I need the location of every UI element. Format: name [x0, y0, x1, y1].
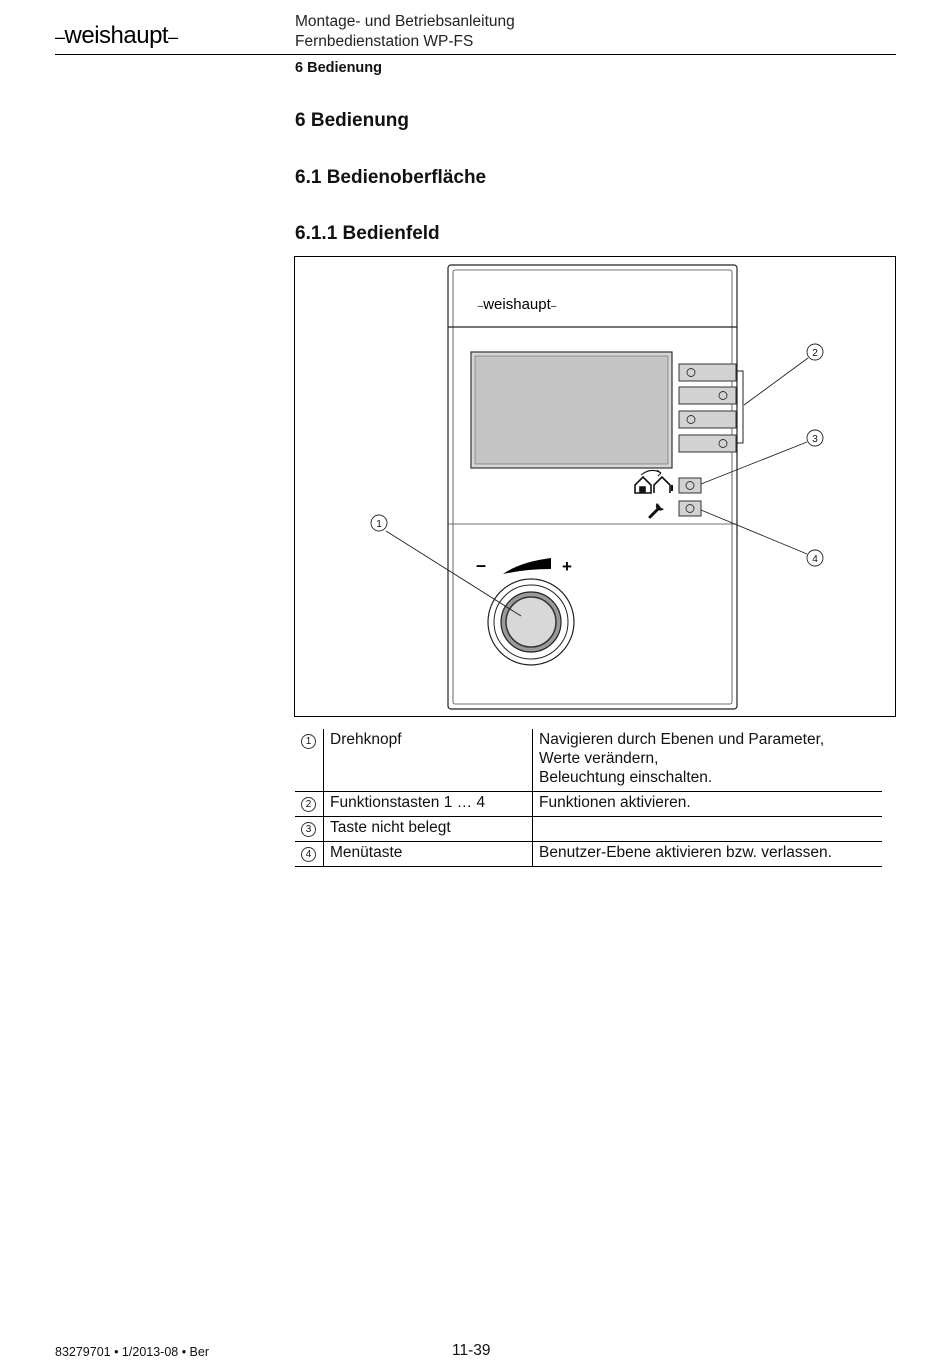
- minus-label: –: [475, 555, 487, 575]
- brand-logo: –weishaupt–: [55, 22, 178, 49]
- callout-1-label: 1: [376, 519, 382, 530]
- house-switch-icon: [635, 470, 673, 493]
- callout-2-leader: [744, 358, 808, 405]
- device-logo: –weishaupt–: [477, 296, 557, 313]
- function-key-4[interactable]: [679, 435, 736, 452]
- control-panel-drawing: [295, 257, 895, 716]
- legend-name: Drehknopf: [324, 729, 533, 792]
- function-key-2[interactable]: [679, 387, 736, 404]
- legend-desc-line: [539, 818, 876, 837]
- legend-num: 3: [301, 822, 316, 837]
- legend-row: [295, 792, 882, 817]
- function-key-3[interactable]: [679, 411, 736, 428]
- legend-desc-line: Benutzer-Ebene aktivieren bzw. verlassen.: [539, 844, 832, 861]
- legend-num-cell: [295, 842, 324, 867]
- legend-row: [295, 842, 882, 867]
- header-rule: [55, 54, 896, 55]
- legend-num-cell: [295, 817, 324, 842]
- unassigned-key[interactable]: [679, 478, 701, 493]
- document-title: [295, 12, 515, 52]
- value-wedge: [503, 558, 551, 574]
- legend-num: 4: [301, 847, 316, 862]
- callout-2-label: 2: [812, 348, 818, 359]
- plus-label: +: [562, 557, 572, 576]
- callout-4-leader: [701, 510, 807, 554]
- legend-row: [295, 817, 882, 842]
- running-section-ref: 6 Bedienung: [295, 60, 383, 76]
- legend-name: Menütaste: [324, 842, 533, 867]
- callout-4-label: 4: [812, 554, 818, 565]
- legend-num-cell: [295, 729, 324, 792]
- wrench-icon: [650, 503, 664, 517]
- subsubsection-heading: 6.1.1 Bedienfeld: [295, 223, 440, 244]
- legend-desc: [533, 729, 883, 792]
- legend-desc: [533, 842, 883, 867]
- legend-desc-line: Funktionen aktivieren.: [539, 794, 691, 811]
- brand-logo-text: weishaupt: [64, 22, 169, 49]
- callout-3-label: 3: [812, 434, 818, 445]
- legend-name: Taste nicht belegt: [324, 817, 533, 842]
- menu-key[interactable]: [679, 501, 701, 516]
- legend-desc: [533, 817, 883, 842]
- legend-table: [295, 729, 882, 867]
- section-heading: 6 Bedienung: [295, 110, 410, 131]
- function-keys: [679, 364, 736, 452]
- device-logo-text: weishaupt: [483, 296, 551, 313]
- legend-name: Funktionstasten 1 … 4: [324, 792, 533, 817]
- document-title-line-1: Montage- und Betriebsanleitung: [295, 13, 515, 30]
- display-inner: [475, 356, 668, 464]
- footer-doc-id: 83279701 • 1/2013-08 • Ber: [55, 1345, 210, 1359]
- legend-num: 2: [301, 797, 316, 812]
- legend-desc-line: Beleuchtung einschalten.: [539, 769, 713, 786]
- rotary-knob[interactable]: [488, 579, 574, 665]
- control-panel-figure: [294, 256, 896, 717]
- footer-page-number: 11-39: [452, 1342, 491, 1359]
- legend-desc-line: Navigieren durch Ebenen und Parameter,: [539, 731, 825, 748]
- function-key-1[interactable]: [679, 364, 736, 381]
- document-title-line-2: Fernbedienstation WP-FS: [295, 33, 474, 50]
- legend-num-cell: [295, 792, 324, 817]
- callout-1-leader: [386, 531, 521, 616]
- legend-row: [295, 729, 882, 792]
- legend-desc: [533, 792, 883, 817]
- subsection-heading: 6.1 Bedienoberfläche: [295, 167, 487, 188]
- legend-desc-line: Werte verändern,: [539, 750, 659, 767]
- legend-num: 1: [301, 734, 316, 749]
